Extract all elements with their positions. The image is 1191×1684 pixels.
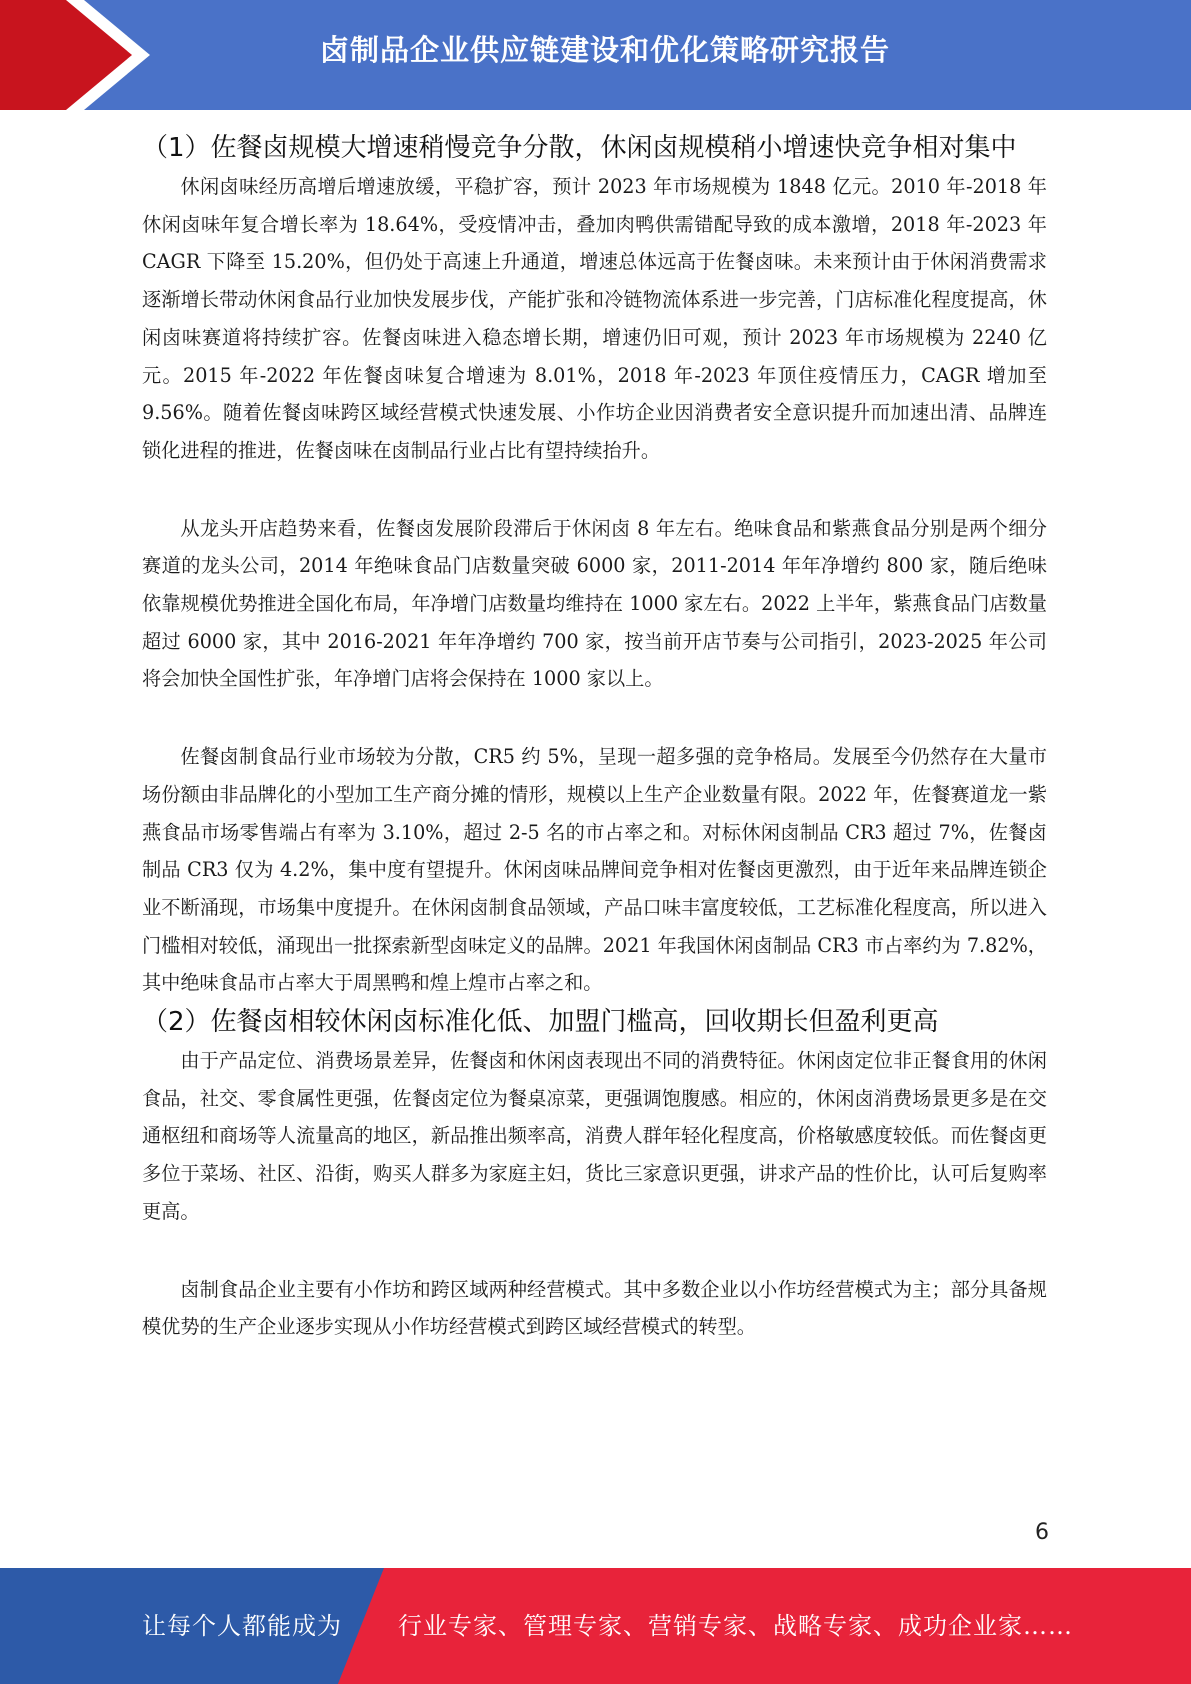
section-heading-2: （2）佐餐卤相较休闲卤标准化低、加盟门槛高，回收期长但盈利更高 [142, 1007, 939, 1038]
paragraph: 佐餐卤制食品行业市场较为分散，CR5 约 5%，呈现一超多强的竞争格局。发展至今仍然存在大量市场份额由非品牌化的小型加工生产商分摊的情形，规模以上生产企业数量有限。2022 年，佐餐赛道龙一紫燕食品市场零售端占有率为 3.10%，超过 2-5 名的市占率之和。对标休闲卤制品 CR3 超过 7%，佐餐卤制品 CR3 仅为 4.2%，集中度有望提升。休闲卤味品牌间竞争相对佐餐卤更激烈，由于近年来品牌连锁企业不断涌现，市场集中度提升。在休闲卤制食品领域，产品口味丰富度较低，工艺标准化程度高，所以进入门槛相对较低，涌现出一批探索新型卤味定义的品牌。2021 年我国休闲卤制品 CR3 市占率约为 7.82%，其中绝味食品市占率大于周黑鸭和煌上煌市占率之和。 [142, 745, 1047, 995]
header-chevron-decoration [0, 0, 150, 110]
footer-slogan-right: 行业专家、管理专家、营销专家、战略专家、成功企业家…… [398, 1612, 1073, 1640]
footer-slogan-left: 让每个人都能成为 [142, 1612, 342, 1640]
paragraph: 卤制食品企业主要有小作坊和跨区域两种经营模式。其中多数企业以小作坊经营模式为主；部分具备规模优势的生产企业逐步实现从小作坊经营模式到跨区域经营模式的转型。 [142, 1277, 1047, 1339]
page-number: 6 [1035, 1520, 1049, 1545]
paragraph: 由于产品定位、消费场景差异，佐餐卤和休闲卤表现出不同的消费特征。休闲卤定位非正餐食用的休闲食品，社交、零食属性更强，佐餐卤定位为餐桌凉菜，更强调饱腹感。相应的，休闲卤消费场景更多是在交通枢纽和商场等人流量高的地区，新品推出频率高，消费人群年轻化程度高，价格敏感度较低。而佐餐卤更多位于菜场、社区、沿街，购买人群多为家庭主妇，货比三家意识更强，讲求产品的性价比，认可后复购率更高。 [142, 1049, 1047, 1223]
header-title: 卤制品企业供应链建设和优化策略研究报告 [319, 33, 890, 67]
page-footer [0, 1568, 1191, 1684]
section-heading-1: （1）佐餐卤规模大增速稍慢竞争分散，休闲卤规模稍小增速快竞争相对集中 [142, 133, 1017, 163]
page-header [0, 0, 1191, 110]
paragraph: 休闲卤味经历高增后增速放缓，平稳扩容，预计 2023 年市场规模为 1848 亿元。2010 年-2018 年休闲卤味年复合增长率为 18.64%，受疫情冲击，叠加肉鸭供需错配导致的成本激增，2018 年-2023 年 CAGR 下降至 15.20%，但仍处于高速上升通道，增速总体远高于佐餐卤味。未来预计由于休闲消费需求逐渐增长带动休闲食品行业加快发展步伐，产能扩张和冷链物流体系进一步完善，门店标准化程度提高，休闲卤味赛道将持续扩容。佐餐卤味进入稳态增长期，增速仍旧可观，预计 2023 年市场规模为 2240 亿元。2015 年-2022 年佐餐卤味复合增速为 8.01%，2018 年-2023 年顶住疫情压力，CAGR 增加至 9.56%。随着佐餐卤味跨区域经营模式快速发展、小作坊企业因消费者安全意识提升而加速出清、品牌连锁化进程的推进，佐餐卤味在卤制品行业占比有望持续抬升。 [142, 175, 1047, 462]
document-body [142, 128, 1047, 1386]
paragraph: 从龙头开店趋势来看，佐餐卤发展阶段滞后于休闲卤 8 年左右。绝味食品和紫燕食品分别是两个细分赛道的龙头公司，2014 年绝味食品门店数量突破 6000 家，2011-2014 年年净增约 800 家，随后绝味依靠规模优势推进全国化布局，年净增门店数量均维持在 1000 家左右。2022 上半年，紫燕食品门店数量超过 6000 家，其中 2016-2021 年年净增约 700 家，按当前开店节奏与公司指引，2023-2025 年公司将会加快全国性扩张，年净增门店将会保持在 1000 家以上。 [142, 516, 1047, 691]
